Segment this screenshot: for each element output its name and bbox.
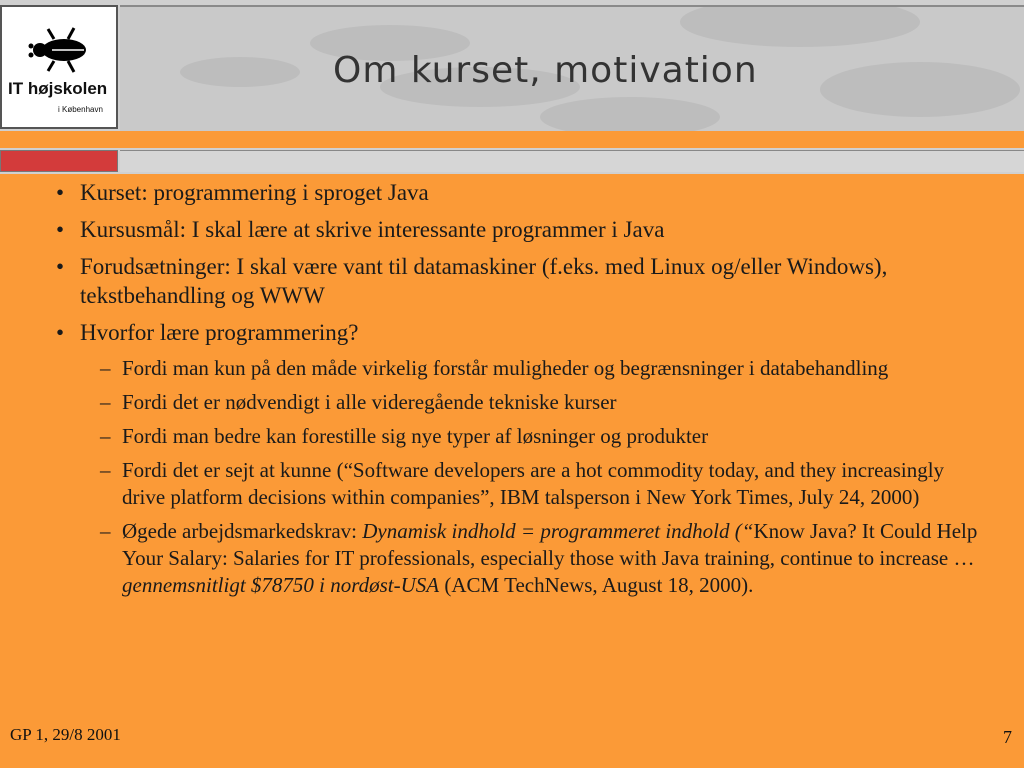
decor-blob	[540, 97, 720, 133]
gray-strip	[120, 150, 1024, 172]
dash-marker: –	[100, 424, 111, 448]
red-accent-bar	[0, 150, 118, 172]
decor-blob	[820, 62, 1020, 117]
logo	[0, 5, 118, 129]
bullet-text: Hvorfor lære programmering?	[80, 320, 359, 345]
bullet-text: Kurset: programmering i sproget Java	[80, 180, 429, 205]
bullet-text: Forudsætninger: I skal være vant til datamaskiner (f.eks. med Linux og/eller Windows), tekstbehandling og WWW	[80, 254, 888, 308]
footer-course-date: GP 1, 29/8 2001	[10, 725, 121, 744]
sub-bullet-text-prefix: Øgede arbejdsmarkedskrav:	[122, 519, 363, 543]
sub-bullet-item	[56, 423, 986, 450]
page-number: 7	[1003, 727, 1012, 747]
orange-strip	[0, 131, 1024, 148]
bullet-item	[56, 178, 986, 207]
dash-marker: –	[100, 356, 111, 380]
dash-marker: –	[100, 390, 111, 414]
decor-blob	[680, 5, 920, 47]
beetle-logo-icon	[24, 25, 94, 75]
sub-bullet-item	[56, 355, 986, 382]
bullet-item	[56, 215, 986, 244]
dash-marker: –	[100, 458, 111, 482]
logo-name: IT højskolen	[8, 79, 108, 98]
bullet-marker: •	[56, 217, 65, 242]
bullet-marker: •	[56, 320, 65, 345]
dash-marker: –	[100, 519, 111, 543]
bullet-item	[56, 318, 986, 347]
sub-bullet-italic: gennemsnitligt $78750 i nordøst-USA	[122, 573, 440, 597]
sub-bullet-text: Fordi det er nødvendigt i alle videregående tekniske kurser	[122, 390, 617, 414]
bullet-marker: •	[56, 254, 65, 279]
sub-bullet-item	[56, 518, 986, 599]
sub-bullet-italic: Dynamisk indhold = programmeret indhold (“	[362, 519, 754, 543]
logo-subtitle: i København	[58, 105, 103, 114]
bullet-marker: •	[56, 180, 65, 205]
sub-bullet-item	[56, 457, 986, 511]
bullet-text: Kursusmål: I skal lære at skrive interessante programmer i Java	[80, 217, 665, 242]
slide-title: Om kurset, motivation	[333, 50, 758, 91]
bullet-item	[56, 252, 986, 310]
slide-content	[56, 178, 986, 606]
sub-bullet-text: Fordi man bedre kan forestille sig nye typer af løsninger og produkter	[122, 424, 709, 448]
decor-blob	[180, 57, 300, 87]
sub-bullet-item	[56, 389, 986, 416]
sub-bullet-quote: Know Java? It Could Help Your Salary: Salaries for IT professionals, especially those with Java training, continue to increase …	[122, 519, 978, 570]
sub-bullet-text: Fordi det er sejt at kunne (“Software developers are a hot commodity today, and they increasingly drive platform decisions within companies”, IBM talsperson i New York Times, July 24, 2000)	[122, 458, 945, 509]
sub-bullet-source: (ACM TechNews, August 18, 2000).	[439, 573, 754, 597]
sub-bullet-text: Fordi man kun på den måde virkelig forstår muligheder og begrænsninger i databehandling	[122, 356, 889, 380]
